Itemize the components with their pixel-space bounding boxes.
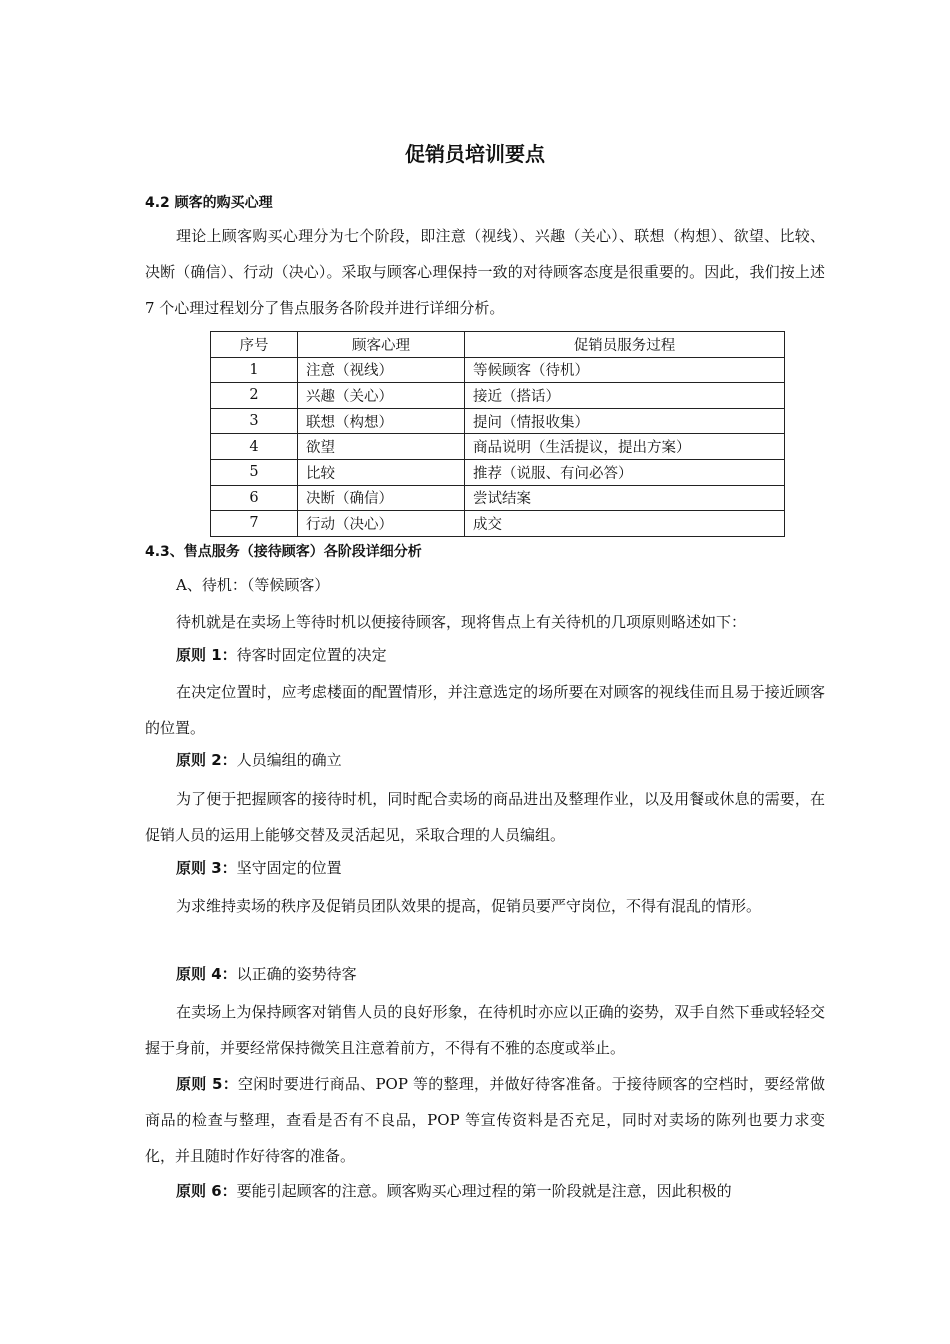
page-title: 促销员培训要点 bbox=[405, 142, 545, 166]
table-row bbox=[211, 459, 785, 485]
table-cell: 4 bbox=[211, 434, 298, 460]
table-cell: 3 bbox=[211, 408, 298, 434]
principle-1-text: 在决定位置时，应考虑楼面的配置情形，并注意选定的场所要在对顾客的视线佳而且易于接近顾客的位置。 bbox=[145, 683, 825, 737]
principle-3-label: 原则 3： bbox=[176, 859, 237, 877]
principle-3-heading bbox=[176, 856, 342, 880]
table-cell: 6 bbox=[211, 485, 298, 511]
table-cell: 1 bbox=[211, 357, 298, 383]
table-row bbox=[211, 383, 785, 409]
table-cell: 决断（确信） bbox=[298, 485, 465, 511]
paragraph-standby-intro: 待机就是在卖场上等待时机以便接待顾客，现将售点上有关待机的几项原则略述如下： bbox=[176, 613, 747, 631]
table-cell: 联想（构想） bbox=[298, 408, 465, 434]
table-cell: 2 bbox=[211, 383, 298, 409]
principle-1-label: 原则 1： bbox=[176, 646, 237, 664]
table-cell: 行动（决心） bbox=[298, 511, 465, 537]
principle-2-text: 为了便于把握顾客的接待时机，同时配合卖场的商品进出及整理作业，以及用餐或休息的需要，在促销人员的运用上能够交替及灵活起见，采取合理的人员编组。 bbox=[145, 790, 825, 844]
section-heading-4-3: 4.3、售点服务（接待顾客）各阶段详细分析 bbox=[145, 544, 422, 560]
table-cell: 提问（情报收集） bbox=[465, 408, 785, 434]
principle-5-body: 空闲时要进行商品、POP 等的整理，并做好待客准备。于接待顾客的空档时，要经常做商品的检查与整理，查看是否有不良品，POP 等宣传资料是否充足，同时对卖场的陈列也要力求变化，并且随时作好待客的准备。 bbox=[145, 1075, 825, 1165]
principle-4-heading bbox=[176, 962, 357, 986]
table-cell: 欲望 bbox=[298, 434, 465, 460]
principle-2-label: 原则 2： bbox=[176, 751, 237, 769]
header-index: 序号 bbox=[211, 332, 298, 358]
table-cell: 推荐（说服、有问必答） bbox=[465, 459, 785, 485]
table-cell: 等候顾客（待机） bbox=[465, 357, 785, 383]
table-row bbox=[211, 434, 785, 460]
table-cell: 商品说明（生活提议，提出方案） bbox=[465, 434, 785, 460]
table-header-row bbox=[211, 332, 785, 358]
table-cell: 比较 bbox=[298, 459, 465, 485]
table-cell: 7 bbox=[211, 511, 298, 537]
principle-5-label: 原则 5： bbox=[176, 1075, 239, 1093]
table-row bbox=[211, 485, 785, 511]
psychology-service-table bbox=[210, 331, 785, 537]
principle-1-heading bbox=[176, 643, 387, 667]
principle-2-heading bbox=[176, 748, 342, 772]
principle-3-title: 坚守固定的位置 bbox=[236, 859, 342, 877]
table-cell: 成交 bbox=[465, 511, 785, 537]
principle-4-title: 以正确的姿势待客 bbox=[236, 965, 357, 983]
table-row bbox=[211, 408, 785, 434]
principle-6-label: 原则 6： bbox=[176, 1182, 237, 1200]
table-cell: 注意（视线） bbox=[298, 357, 465, 383]
header-service: 促销员服务过程 bbox=[465, 332, 785, 358]
principle-5-text bbox=[145, 1066, 825, 1174]
principle-4-label: 原则 4： bbox=[176, 965, 237, 983]
principle-2-title: 人员编组的确立 bbox=[236, 751, 342, 769]
table-cell: 尝试结案 bbox=[465, 485, 785, 511]
principle-1-title: 待客时固定位置的决定 bbox=[236, 646, 387, 664]
table-cell: 5 bbox=[211, 459, 298, 485]
table-cell: 兴趣（关心） bbox=[298, 383, 465, 409]
table-row bbox=[211, 357, 785, 383]
section-heading-4-2: 4.2 顾客的购买心理 bbox=[145, 195, 273, 211]
principle-3-text: 为求维持卖场的秩序及促销员团队效果的提高，促销员要严守岗位，不得有混乱的情形。 bbox=[176, 897, 762, 915]
subheading-standby: A、待机：（等候顾客） bbox=[176, 576, 330, 594]
header-psychology: 顾客心理 bbox=[298, 332, 465, 358]
principle-6-text bbox=[145, 1173, 825, 1209]
principle-6-body: 要能引起顾客的注意。顾客购买心理过程的第一阶段就是注意，因此积极的 bbox=[236, 1182, 732, 1200]
paragraph-purchase-psychology: 理论上顾客购买心理分为七个阶段，即注意（视线）、兴趣（关心）、联想（构想）、欲望、比较、决断（确信）、行动（决心）。采取与顾客心理保持一致的对待顾客态度是很重要的。因此，我们按上述 7 个心理过程划分了售点服务各阶段并进行详细分析。 bbox=[145, 227, 825, 317]
table-cell: 接近（搭话） bbox=[465, 383, 785, 409]
table-row bbox=[211, 511, 785, 537]
principle-4-text: 在卖场上为保持顾客对销售人员的良好形象，在待机时亦应以正确的姿势，双手自然下垂或轻轻交握于身前，并要经常保持微笑且注意着前方，不得有不雅的态度或举止。 bbox=[145, 1003, 825, 1057]
